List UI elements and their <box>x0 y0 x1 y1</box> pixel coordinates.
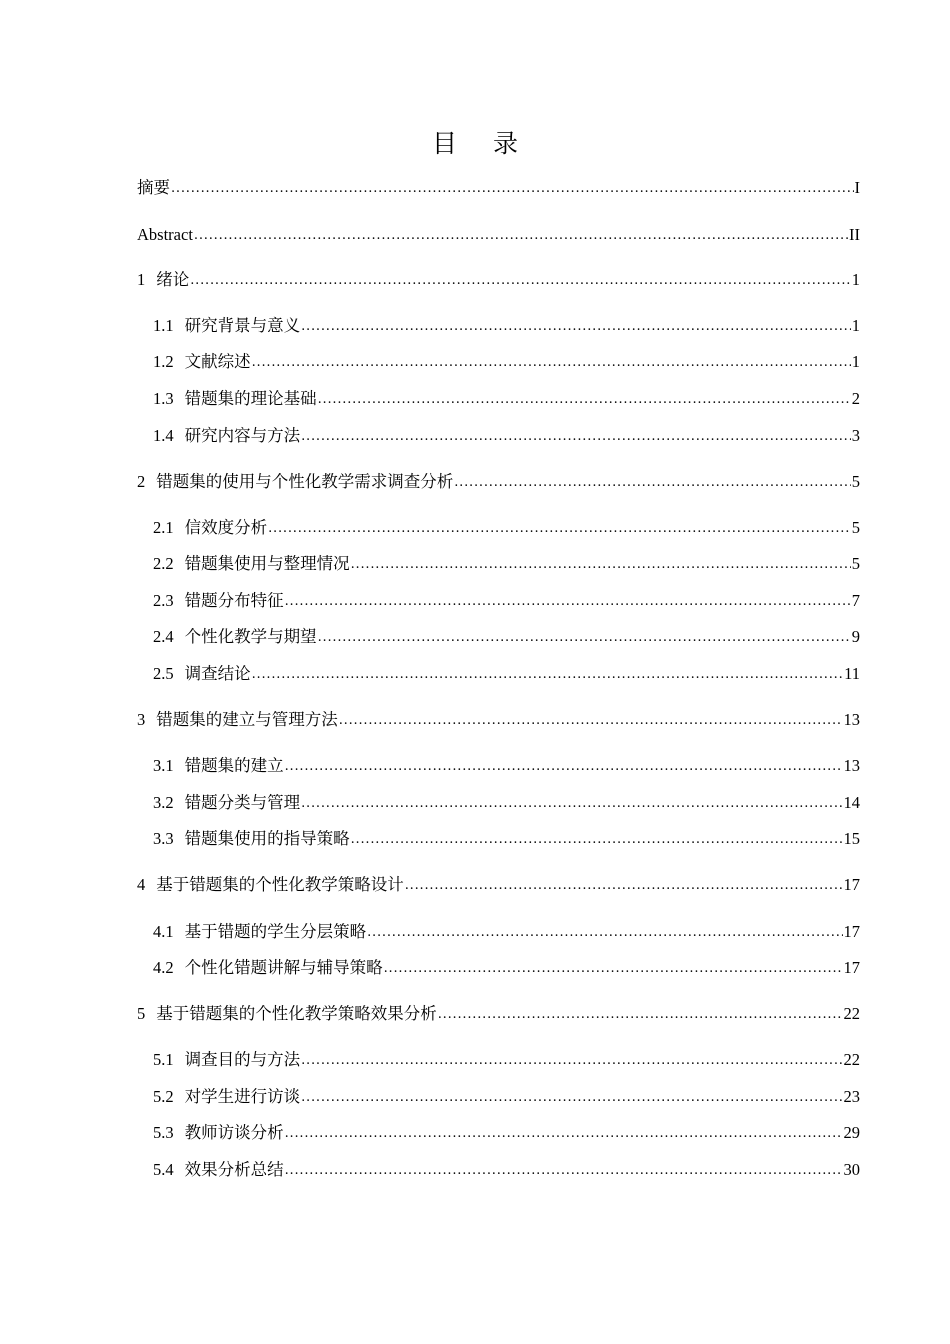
toc-entry-title: 错题集使用与整理情况 <box>184 554 350 573</box>
toc-entry-title: 对学生进行访谈 <box>184 1087 301 1106</box>
toc-entry-title: 错题分布特征 <box>184 591 284 610</box>
toc-entry-number: 5 <box>137 1004 146 1023</box>
toc-entry-number: 5.1 <box>153 1050 174 1069</box>
toc-entry-page: 30 <box>843 1160 860 1179</box>
toc-leader-dots <box>285 1123 843 1143</box>
toc-entry[interactable] <box>153 623 860 647</box>
toc-entry[interactable] <box>153 789 860 813</box>
toc-leader-dots <box>318 389 851 409</box>
toc-entry-page: 5 <box>851 518 860 537</box>
toc-entry-title: 错题集的使用与个性化教学需求调查分析 <box>156 472 454 491</box>
toc-entry-title: 基于错题集的个性化教学策略设计 <box>156 875 404 894</box>
toc-entry-page: 22 <box>843 1050 860 1069</box>
toc-entry-page: 22 <box>843 1004 860 1023</box>
toc-leader-dots <box>252 352 851 372</box>
toc-entry-page: 3 <box>851 426 860 445</box>
toc-entry[interactable] <box>153 1156 860 1180</box>
toc-entry-title: 基于错题的学生分层策略 <box>184 922 367 941</box>
toc-leader-dots <box>339 710 843 730</box>
toc-entry[interactable] <box>137 1000 860 1024</box>
toc-entry[interactable] <box>137 221 860 245</box>
toc-entry-number: 3.1 <box>153 756 174 775</box>
toc-entry-page: 13 <box>843 756 860 775</box>
toc-entry-page: 9 <box>851 627 860 646</box>
toc-entry-page: 17 <box>843 958 860 977</box>
page-title: 目 录 <box>432 129 532 158</box>
toc-entry-number: 2.4 <box>153 627 174 646</box>
toc-entry-title: Abstract <box>137 225 193 244</box>
toc-entry[interactable] <box>153 1046 860 1070</box>
toc-leader-dots <box>301 1087 842 1107</box>
toc-entry[interactable] <box>137 266 860 290</box>
toc-entry-title: 个性化错题讲解与辅导策略 <box>184 958 383 977</box>
toc-entry-number: 1 <box>137 270 146 289</box>
toc-entry-page: 1 <box>851 352 860 371</box>
toc-leader-dots <box>190 270 851 290</box>
toc-entry[interactable] <box>153 550 860 574</box>
toc-entry[interactable] <box>153 1083 860 1107</box>
toc-entry[interactable] <box>137 706 860 730</box>
toc-entry[interactable] <box>153 422 860 446</box>
toc-entry-number: 5.3 <box>153 1123 174 1142</box>
toc-entry-page: 1 <box>851 270 860 289</box>
toc-leader-dots <box>285 591 851 611</box>
toc-entry-title: 调查结论 <box>184 664 251 683</box>
toc-entry-page: 14 <box>843 793 860 812</box>
toc-entry[interactable] <box>137 871 860 895</box>
toc-leader-dots <box>301 1050 842 1070</box>
toc-entry-number: 4 <box>137 875 146 894</box>
toc-entry-title: 绪论 <box>156 270 190 289</box>
toc-entry-number: 1.4 <box>153 426 174 445</box>
toc-entry-page: 5 <box>851 554 860 573</box>
toc-leader-dots <box>384 958 843 978</box>
toc-entry-title: 错题集使用的指导策略 <box>184 829 350 848</box>
toc-entry-number: 2.1 <box>153 518 174 537</box>
toc-entry-page: 13 <box>843 710 860 729</box>
toc-entry-title: 调查目的与方法 <box>184 1050 301 1069</box>
toc-leader-dots <box>301 793 842 813</box>
toc-entry-page: 11 <box>844 664 860 683</box>
toc-entry-title: 错题集的建立与管理方法 <box>156 710 338 729</box>
toc-entry-number: 4.2 <box>153 958 174 977</box>
toc-leader-dots <box>351 829 843 849</box>
toc-entry-page: II <box>849 225 860 244</box>
toc-entry-number: 5.4 <box>153 1160 174 1179</box>
toc-entry-page: 23 <box>843 1087 860 1106</box>
toc-leader-dots <box>351 554 851 574</box>
toc-entry-number: 3.2 <box>153 793 174 812</box>
toc-leader-dots <box>318 627 851 647</box>
toc-entry-title: 个性化教学与期望 <box>184 627 317 646</box>
toc-entry[interactable] <box>153 348 860 372</box>
toc-leader-dots <box>454 472 851 492</box>
toc-entry-number: 2.3 <box>153 591 174 610</box>
toc-entry-number: 4.1 <box>153 922 174 941</box>
toc-entry[interactable] <box>153 825 860 849</box>
toc-entry[interactable] <box>153 587 860 611</box>
toc-leader-dots <box>252 664 843 684</box>
toc-entry-title: 错题集的理论基础 <box>184 389 317 408</box>
toc-entry-title: 错题分类与管理 <box>184 793 301 812</box>
toc-entry-page: 29 <box>843 1123 860 1142</box>
toc-entry-page: 1 <box>851 316 860 335</box>
toc-entry-title: 信效度分析 <box>184 518 268 537</box>
toc-entry-title: 摘要 <box>137 178 170 197</box>
toc-entry-number: 2.2 <box>153 554 174 573</box>
toc-entry[interactable] <box>153 660 860 684</box>
toc-leader-dots <box>438 1004 843 1024</box>
toc-leader-dots <box>268 518 851 538</box>
toc-entry-number: 2.5 <box>153 664 174 683</box>
toc-leader-dots <box>367 922 842 942</box>
toc-entry[interactable] <box>153 1119 860 1143</box>
toc-entry-number: 1.2 <box>153 352 174 371</box>
toc-entry-number: 3 <box>137 710 146 729</box>
toc-entry-page: 5 <box>851 472 860 491</box>
toc-entry[interactable] <box>137 468 860 492</box>
toc-entry-title: 基于错题集的个性化教学策略效果分析 <box>156 1004 437 1023</box>
toc-entry-page: 15 <box>843 829 860 848</box>
toc-entry-number: 1.3 <box>153 389 174 408</box>
toc-entry-title: 研究背景与意义 <box>184 316 301 335</box>
toc-leader-dots <box>285 1160 843 1180</box>
toc-entry[interactable] <box>153 752 860 776</box>
toc-entry[interactable] <box>153 514 860 538</box>
toc-entry[interactable] <box>153 312 860 336</box>
toc-entry-number: 2 <box>137 472 146 491</box>
toc-leader-dots <box>171 178 854 198</box>
toc-entry-page: 7 <box>851 591 860 610</box>
toc-entry[interactable] <box>137 174 860 198</box>
toc-leader-dots <box>405 875 843 895</box>
toc-entry[interactable] <box>153 918 860 942</box>
toc-entry-title: 教师访谈分析 <box>184 1123 284 1142</box>
toc-entry-title: 文献综述 <box>184 352 251 371</box>
toc-leader-dots <box>301 316 851 336</box>
toc-entry-title: 错题集的建立 <box>184 756 284 775</box>
toc-entry-number: 1.1 <box>153 316 174 335</box>
toc-entry[interactable] <box>153 385 860 409</box>
toc-leader-dots <box>301 426 851 446</box>
toc-entry-number: 5.2 <box>153 1087 174 1106</box>
toc-leader-dots <box>194 225 848 245</box>
toc-leader-dots <box>285 756 843 776</box>
toc-entry[interactable] <box>153 954 860 978</box>
toc-entry-page: 17 <box>843 922 860 941</box>
toc-entry-title: 效果分析总结 <box>184 1160 284 1179</box>
toc-entry-page: 17 <box>843 875 860 894</box>
toc-entry-title: 研究内容与方法 <box>184 426 301 445</box>
toc-entry-page: 2 <box>851 389 860 408</box>
toc-entry-page: I <box>854 178 860 197</box>
toc-entry-number: 3.3 <box>153 829 174 848</box>
